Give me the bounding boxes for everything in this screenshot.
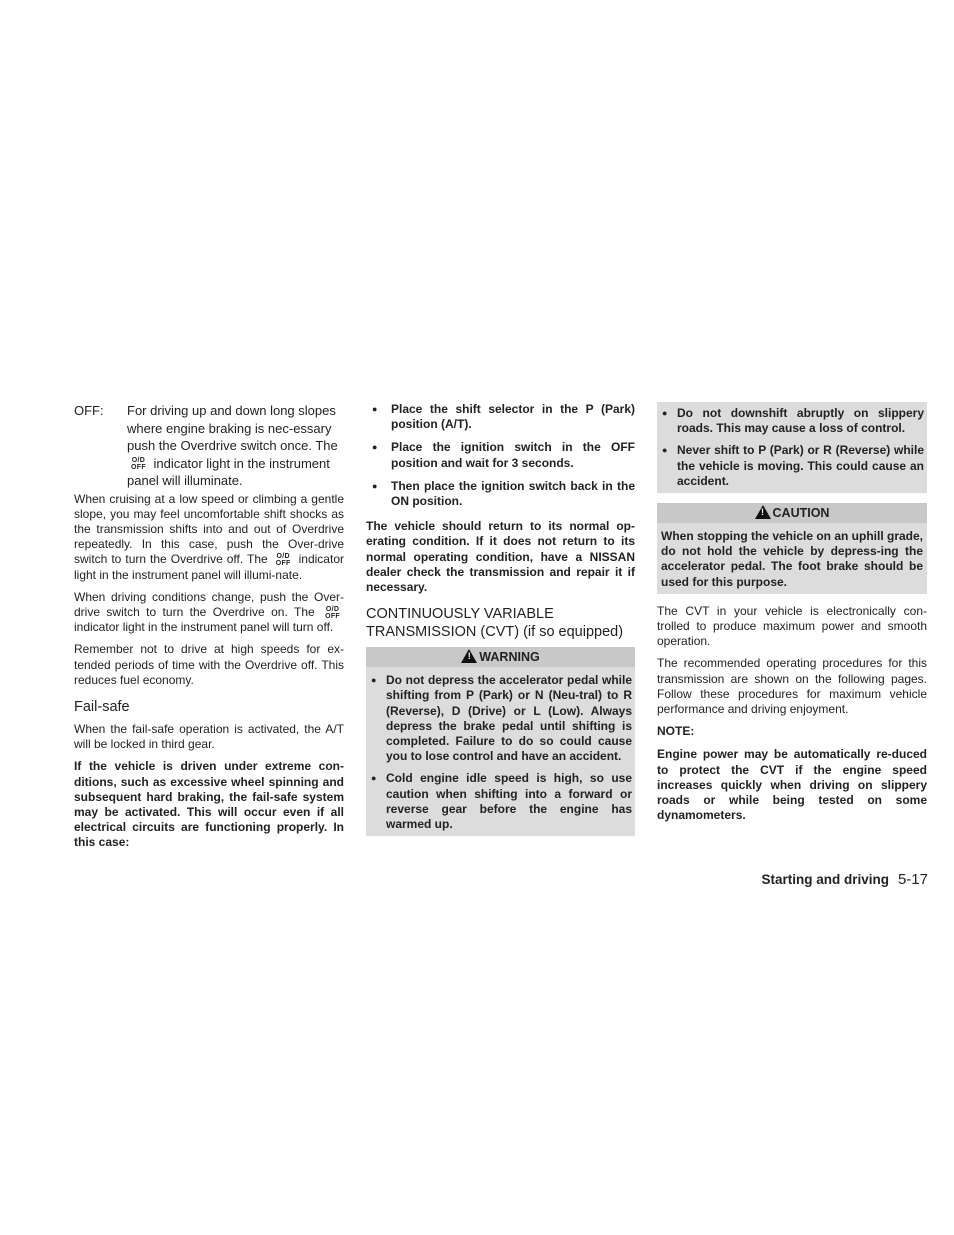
warning-box xyxy=(366,647,635,836)
warning-triangle-icon: ! xyxy=(461,649,477,663)
paragraph-high-speed: Remember not to drive at high speeds for ex-tended periods of time with the Overdrive off. This reduces fuel economy. xyxy=(74,642,344,687)
warning-list xyxy=(660,406,924,489)
list-item: ● Place the shift selector in the P (Park) position (A/T). xyxy=(366,402,635,432)
paragraph-cvt-controlled: The CVT in your vehicle is electronically con-trolled to produce maximum power and smooth operation. xyxy=(657,603,927,649)
column-2 xyxy=(366,402,635,846)
list-item: ● Do not downshift abruptly on slippery roads. This may cause a loss of control. xyxy=(660,406,924,436)
off-description xyxy=(127,402,344,490)
heading-fail-safe: Fail-safe xyxy=(74,698,130,715)
paragraph-cruising: When cruising at a low speed or climbing a gentle slope, you may feel uncomfortable shift shocks as the transmission shifts into and out of Overdrive repeatedly. In this case, push the Over-drive switch to turn the Overdrive off. The O/D OFF indicator light in the instrument panel will illumi-nate. xyxy=(74,491,344,582)
paragraph-procedures: The recommended operating procedures for this transmission are shown on the following pages. Follow these procedures for maximum vehicle performance and driving enjoyment. xyxy=(657,656,927,717)
od-off-icon: O/D OFF xyxy=(275,553,291,568)
od-off-icon: O/D OFF xyxy=(325,605,340,620)
warning-list xyxy=(369,673,632,832)
paragraph-conditions-change: When driving conditions change, push the Over-drive switch to turn the Overdrive on. The O/D OFF indicator light in the instrument panel will turn off. xyxy=(74,589,344,635)
page-footer xyxy=(700,871,928,888)
column-1 xyxy=(74,402,344,858)
heading-cvt: CONTINUOUSLY VARIABLE TRANSMISSION (CVT) (if so equipped) xyxy=(366,606,624,641)
caution-title: ! CAUTION xyxy=(657,503,927,523)
list-item: ● Never shift to P (Park) or R (Reverse) while the vehicle is moving. This could cause an accident. xyxy=(660,443,924,489)
note-text: Engine power may be automatically re-duced to protect the CVT if the engine speed increases quickly when driving on slippery roads or while being tested on some dynamometers. xyxy=(657,747,927,823)
list-item: ● Do not depress the accelerator pedal while shifting from P (Park) or N (Neu-tral) to R (Reverse), D (Drive) or L (Low). Always depress the brake pedal until shifting is completed. Failure to do so could cause you to lose control and have an accident. xyxy=(369,673,632,764)
paragraph-extreme-conditions: If the vehicle is driven under extreme con-ditions, such as excessive wheel spinning and subsequent hard braking, the fail-safe system may be activated. This will occur even if all electrical circuits are functioning properly. In this case: xyxy=(74,759,344,850)
footer-section: Starting and driving xyxy=(761,872,889,887)
page-number: 5-17 xyxy=(897,871,928,888)
paragraph-return-normal: The vehicle should return to its normal op-erating condition. If it does not return to its normal operating condition, have a NISSAN dealer check the transmission and repair it if necessary. xyxy=(366,519,635,595)
off-desc-text: For driving up and down long slopes where engine braking is nec-essary push the Overdrive switch once. The xyxy=(127,403,338,453)
list-item: ● Place the ignition switch in the OFF position and wait for 3 seconds. xyxy=(366,440,635,470)
warning-box-continued xyxy=(657,402,927,493)
warning-triangle-icon: ! xyxy=(755,505,771,519)
off-term: OFF: xyxy=(74,403,104,418)
off-definition xyxy=(74,402,344,490)
off-desc-text-2: indicator light in the instrument panel will illuminate. xyxy=(127,455,330,488)
column-3 xyxy=(657,402,927,830)
list-item: ● Then place the ignition switch back in the ON position. xyxy=(366,479,635,509)
caution-text: When stopping the vehicle on an uphill grade, do not hold the vehicle by depress-ing the accelerator pedal. The foot brake should be used for this purpose. xyxy=(661,529,924,589)
note-label: NOTE: xyxy=(657,724,695,739)
od-off-icon: O/D OFF xyxy=(131,457,146,472)
caution-box xyxy=(657,503,927,594)
procedure-list xyxy=(366,402,635,509)
list-item: ● Cold engine idle speed is high, so use caution when shifting into a forward or reverse gear before the engine has warmed up. xyxy=(369,771,632,832)
paragraph-fail-safe: When the fail-safe operation is activated, the A/T will be locked in third gear. xyxy=(74,721,344,752)
warning-title: ! WARNING xyxy=(366,647,635,667)
